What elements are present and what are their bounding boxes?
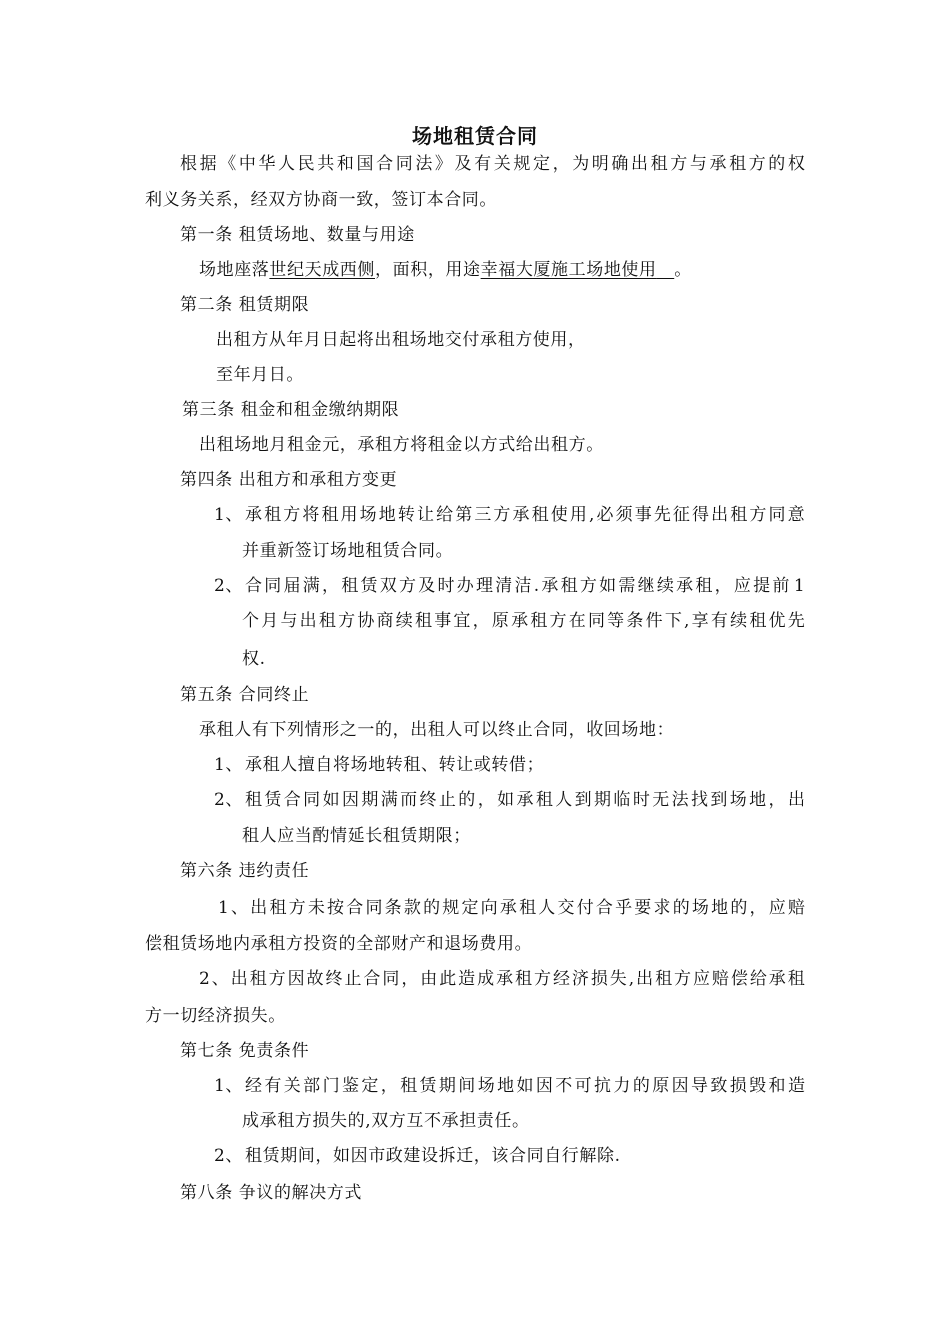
glyph: 合 — [283, 790, 301, 810]
article-1-mid: ，面积，用途 — [375, 260, 481, 280]
glyph: 场 — [477, 1076, 495, 1096]
glyph: 方 — [288, 898, 306, 918]
article-4-item-2-line-3: 权. — [242, 649, 266, 669]
article-1-body — [199, 259, 692, 281]
glyph: 场 — [729, 790, 747, 810]
glyph: 协 — [357, 611, 375, 631]
glyph: 地 — [378, 505, 396, 525]
glyph: 导 — [690, 1076, 708, 1096]
glyph: 共 — [317, 154, 335, 174]
glyph: 场 — [691, 898, 709, 918]
glyph: 应 — [733, 576, 751, 596]
glyph: 方 — [283, 505, 301, 525]
glyph: 的 — [768, 154, 786, 174]
glyph: 清 — [495, 576, 513, 596]
glyph: 华 — [258, 154, 276, 174]
glyph: 据 — [199, 154, 217, 174]
glyph: 赁 — [264, 790, 282, 810]
glyph: 得 — [692, 505, 710, 525]
glyph: 月 — [261, 611, 279, 631]
glyph: 租 — [729, 154, 747, 174]
glyph: 出 — [711, 505, 729, 525]
article-7-item-2-num: 2、 — [214, 1146, 244, 1166]
glyph: 止 — [438, 790, 456, 810]
glyph: 满 — [302, 576, 320, 596]
glyph: . — [533, 576, 540, 596]
glyph: 止 — [344, 969, 362, 989]
glyph: 的 — [632, 1076, 650, 1096]
glyph: 同 — [382, 969, 400, 989]
article-5-item-1-num: 1、 — [214, 755, 244, 775]
glyph: 终 — [325, 969, 343, 989]
glyph: 按 — [327, 898, 345, 918]
glyph: 等 — [607, 611, 625, 631]
glyph: 规 — [513, 154, 531, 174]
glyph: 承 — [499, 898, 517, 918]
glyph: 有 — [710, 611, 728, 631]
glyph: 租 — [249, 969, 267, 989]
glyph: 临 — [613, 790, 631, 810]
glyph: 不 — [555, 1076, 573, 1096]
glyph: 同 — [365, 898, 383, 918]
glyph: 赔 — [787, 898, 805, 918]
glyph: 人 — [278, 154, 296, 174]
glyph: 租 — [269, 898, 287, 918]
glyph: 征 — [672, 505, 690, 525]
glyph: 未 — [307, 898, 325, 918]
article-8-heading: 第八条 争议的解决方式 — [180, 1183, 363, 1203]
glyph: 因 — [341, 790, 359, 810]
glyph: 租 — [560, 576, 578, 596]
intro-line-2: 利义务关系，经双方协商一致，签订本合同。 — [145, 190, 497, 210]
glyph: 租 — [749, 611, 767, 631]
glyph: 如 — [322, 790, 340, 810]
glyph: 门 — [322, 1076, 340, 1096]
glyph: 确 — [611, 154, 629, 174]
article-5-item-1-line-1: 承租人擅自将场地转租、转让或转借； — [245, 755, 545, 775]
glyph: 的 — [730, 898, 748, 918]
glyph: 赁 — [419, 1076, 437, 1096]
glyph: 经 — [245, 1076, 262, 1096]
glyph: 承 — [709, 154, 727, 174]
glyph: 给 — [436, 505, 454, 525]
glyph: 租 — [245, 790, 262, 810]
glyph: 续 — [395, 611, 413, 631]
glyph: 到 — [710, 790, 728, 810]
glyph: 致 — [710, 1076, 728, 1096]
glyph: 租 — [531, 505, 549, 525]
article-2-line-1: 出租方从年月日起将出租场地交付承租方使用， — [216, 330, 586, 350]
glyph: , — [684, 611, 690, 631]
article-7-item-1-line-2: 成承租方损失的,双方互不承担责任。 — [242, 1111, 530, 1131]
glyph: 将 — [302, 505, 320, 525]
article-1-usage: 幸福大厦施工场地使用 — [480, 260, 657, 280]
glyph: 国 — [356, 154, 374, 174]
glyph: 租 — [414, 611, 432, 631]
article-7-item-1-num: 1、 — [214, 1076, 244, 1096]
glyph: 期 — [594, 790, 612, 810]
glyph: ， — [714, 576, 732, 596]
glyph: 应 — [768, 898, 786, 918]
glyph: 关 — [283, 1076, 301, 1096]
glyph: , — [628, 969, 635, 989]
glyph: 件 — [645, 611, 663, 631]
glyph: 《 — [219, 154, 237, 174]
glyph: 而 — [400, 790, 418, 810]
article-2-heading: 第二条 租赁期限 — [180, 295, 310, 315]
glyph: 应 — [692, 969, 710, 989]
article-1-location: 世纪天成西侧 — [269, 260, 376, 280]
glyph: 方 — [674, 969, 692, 989]
glyph: 租 — [695, 576, 713, 596]
article-4-heading: 第四条 出租方和承租方变更 — [180, 470, 398, 490]
glyph: 损 — [729, 1076, 747, 1096]
glyph: 个 — [242, 611, 259, 631]
glyph: 满 — [380, 790, 398, 810]
glyph: 需 — [618, 576, 636, 596]
glyph: ， — [472, 611, 490, 631]
glyph: 合 — [595, 898, 613, 918]
glyph: 定 — [461, 898, 479, 918]
glyph: 三 — [474, 505, 492, 525]
glyph: 方 — [493, 505, 511, 525]
glyph: 承 — [496, 969, 514, 989]
glyph: 的 — [423, 898, 441, 918]
glyph: 为 — [572, 154, 590, 174]
glyph: 因 — [287, 969, 305, 989]
glyph: 承 — [541, 576, 559, 596]
glyph: 承 — [511, 611, 529, 631]
glyph: 时 — [632, 790, 650, 810]
glyph: 如 — [516, 1076, 534, 1096]
glyph: 提 — [753, 576, 771, 596]
glyph: 原 — [491, 611, 509, 631]
article-5-heading: 第五条 合同终止 — [180, 685, 310, 705]
glyph: 经 — [552, 969, 570, 989]
glyph: 法 — [415, 154, 433, 174]
glyph: 中 — [238, 154, 256, 174]
glyph: 定 — [361, 1076, 379, 1096]
article-1-pre: 场地座落 — [199, 260, 270, 280]
glyph: 有 — [474, 154, 492, 174]
glyph: 赔 — [711, 969, 729, 989]
glyph: 先 — [787, 611, 805, 631]
glyph: ， — [552, 154, 570, 174]
glyph: ， — [401, 969, 419, 989]
glyph: 方 — [549, 611, 567, 631]
article-2-line-2: 至年月日。 — [216, 365, 304, 385]
glyph: 方 — [338, 611, 356, 631]
glyph: 法 — [671, 790, 689, 810]
glyph: 享 — [691, 611, 709, 631]
glyph: 济 — [571, 969, 589, 989]
glyph: 地 — [497, 1076, 515, 1096]
glyph: 如 — [497, 790, 515, 810]
glyph: 第 — [455, 505, 473, 525]
glyph: 同 — [395, 154, 413, 174]
glyph: 民 — [297, 154, 315, 174]
glyph: 付 — [576, 898, 594, 918]
glyph: 合 — [346, 898, 364, 918]
glyph: 方 — [579, 576, 597, 596]
glyph: 方 — [533, 969, 551, 989]
glyph: 方 — [268, 969, 286, 989]
glyph: 同 — [587, 611, 605, 631]
glyph: 宜 — [453, 611, 471, 631]
article-7-item-2-line-1: 租赁期间，如因市政建设拆迁，该合同自行解除. — [245, 1146, 621, 1166]
article-6-p2-line-1 — [199, 968, 805, 990]
glyph: 及 — [454, 154, 472, 174]
glyph: 求 — [653, 898, 671, 918]
glyph: 租 — [400, 1076, 418, 1096]
article-4-item-2-line-2 — [242, 610, 805, 632]
glyph: 向 — [480, 898, 498, 918]
glyph: 交 — [557, 898, 575, 918]
glyph: 合 — [245, 576, 262, 596]
article-7-item-1-line-1 — [245, 1075, 805, 1097]
glyph: 须 — [615, 505, 633, 525]
glyph: 期 — [438, 1076, 456, 1096]
glyph: 、 — [231, 898, 249, 918]
glyph: 权 — [787, 154, 805, 174]
article-6-p1-line-2: 偿租赁场地内承租方投资的全部财产和退场费用。 — [145, 934, 533, 954]
glyph: 地 — [749, 790, 767, 810]
glyph: 租 — [519, 898, 537, 918]
glyph: 造 — [787, 1076, 805, 1096]
glyph: 洁 — [514, 576, 532, 596]
glyph: 关 — [493, 154, 511, 174]
glyph: 场 — [359, 505, 377, 525]
glyph: 力 — [613, 1076, 631, 1096]
glyph: ， — [380, 1076, 398, 1096]
glyph: 用 — [340, 505, 358, 525]
article-1-heading: 第一条 租赁场地、数量与用途 — [180, 225, 415, 245]
glyph: 租 — [787, 969, 805, 989]
glyph: 条 — [384, 898, 402, 918]
glyph: 同 — [303, 790, 321, 810]
glyph: 此 — [439, 969, 457, 989]
glyph: 乎 — [615, 898, 633, 918]
glyph: 成 — [477, 969, 495, 989]
glyph: 出 — [636, 969, 654, 989]
article-4-item-1-line-1 — [245, 504, 805, 526]
glyph: 损 — [590, 969, 608, 989]
glyph: 方 — [399, 576, 416, 596]
glyph: 承 — [676, 576, 694, 596]
glyph: 届 — [283, 576, 301, 596]
glyph: 出 — [299, 611, 317, 631]
glyph: ， — [768, 790, 786, 810]
glyph: 事 — [434, 611, 452, 631]
article-7-heading: 第七条 免责条件 — [180, 1041, 310, 1061]
article-4-item-1-num: 1、 — [214, 505, 244, 525]
article-4-item-1-line-2: 并重新签订场地租赁合同。 — [242, 541, 454, 561]
article-6-p2-line-2: 方一切经济损失。 — [145, 1006, 286, 1026]
glyph: 与 — [280, 611, 298, 631]
article-5-item-2-num: 2、 — [214, 790, 244, 810]
glyph: 因 — [671, 1076, 689, 1096]
glyph: ， — [749, 898, 767, 918]
glyph: 原 — [652, 1076, 670, 1096]
article-1-end: 。 — [674, 260, 692, 280]
glyph: 续 — [730, 611, 748, 631]
glyph: 条 — [626, 611, 644, 631]
glyph: 可 — [574, 1076, 592, 1096]
glyph: 出 — [787, 790, 805, 810]
glyph: 赁 — [360, 576, 378, 596]
glyph: 找 — [690, 790, 708, 810]
glyph: 明 — [591, 154, 609, 174]
glyph: 的 — [672, 898, 690, 918]
glyph: 同 — [264, 576, 282, 596]
glyph: 前 — [772, 576, 790, 596]
glyph: 同 — [768, 505, 786, 525]
glyph: 承 — [245, 505, 262, 525]
glyph: 出 — [250, 898, 268, 918]
glyph: 租 — [730, 505, 748, 525]
glyph: 承 — [516, 790, 534, 810]
glyph: 定 — [532, 154, 550, 174]
contract-title: 场地租赁合同 — [412, 124, 538, 148]
glyph: 及 — [418, 576, 436, 596]
glyph: 因 — [535, 1076, 553, 1096]
glyph: 的 — [458, 790, 476, 810]
glyph: 给 — [749, 969, 767, 989]
glyph: 故 — [306, 969, 324, 989]
glyph: 双 — [379, 576, 397, 596]
glyph: 和 — [768, 1076, 786, 1096]
article-5-item-2-line-1 — [245, 789, 805, 811]
glyph: 抗 — [594, 1076, 612, 1096]
glyph: 造 — [458, 969, 476, 989]
article-4-item-2-num: 2、 — [214, 576, 244, 596]
glyph: 地 — [711, 898, 729, 918]
article-3-body: 出租场地月租金元，承租方将租金以方式给出租方。 — [199, 435, 604, 455]
glyph: 与 — [689, 154, 707, 174]
glyph: 鉴 — [341, 1076, 359, 1096]
article-6-heading: 第六条 违约责任 — [180, 861, 310, 881]
glyph: 偿 — [730, 969, 748, 989]
glyph: 必 — [596, 505, 614, 525]
article-6-p1-line-1 — [218, 897, 805, 919]
glyph: 如 — [599, 576, 617, 596]
glyph: 租 — [655, 969, 673, 989]
glyph: 租 — [650, 154, 668, 174]
glyph: 继 — [637, 576, 655, 596]
glyph: 租 — [321, 505, 339, 525]
article-1-blank — [657, 260, 675, 280]
glyph: 商 — [376, 611, 394, 631]
glyph: 毁 — [749, 1076, 767, 1096]
article-5-intro: 承租人有下列情形之一的，出租人可以终止合同，收回场地： — [199, 720, 675, 740]
glyph: 人 — [555, 790, 573, 810]
glyph: 转 — [397, 505, 415, 525]
glyph: 出 — [230, 969, 248, 989]
glyph: 间 — [458, 1076, 476, 1096]
glyph: 先 — [653, 505, 671, 525]
glyph: 使 — [550, 505, 568, 525]
glyph: 根 — [180, 154, 197, 174]
glyph: 2 — [199, 969, 210, 989]
glyph: ， — [477, 790, 495, 810]
intro-line-1 — [180, 153, 805, 175]
glyph: 要 — [634, 898, 652, 918]
glyph: 终 — [419, 790, 437, 810]
glyph: 由 — [420, 969, 438, 989]
glyph: 租 — [535, 790, 553, 810]
glyph: 方 — [748, 154, 766, 174]
glyph: 事 — [634, 505, 652, 525]
glyph: 租 — [318, 611, 336, 631]
glyph: 合 — [363, 969, 381, 989]
glyph: ， — [322, 576, 339, 596]
glyph: 租 — [515, 969, 533, 989]
glyph: 方 — [670, 154, 688, 174]
article-5-item-2-line-2: 租人应当酌情延长租赁期限； — [242, 826, 471, 846]
glyph: 有 — [264, 1076, 282, 1096]
glyph: 租 — [264, 505, 282, 525]
glyph: 时 — [437, 576, 455, 596]
glyph: 1 — [218, 898, 229, 918]
glyph: , — [588, 505, 595, 525]
glyph: 方 — [749, 505, 767, 525]
glyph: 承 — [768, 969, 786, 989]
glyph: 下 — [664, 611, 682, 631]
glyph: 》 — [434, 154, 452, 174]
glyph: 在 — [568, 611, 586, 631]
article-3-heading: 第三条 租金和租金缴纳期限 — [182, 400, 400, 420]
glyph: 到 — [574, 790, 592, 810]
glyph: 规 — [442, 898, 460, 918]
glyph: 办 — [456, 576, 474, 596]
glyph: 续 — [656, 576, 674, 596]
glyph: 租 — [530, 611, 548, 631]
glyph: 租 — [341, 576, 359, 596]
glyph: 意 — [787, 505, 805, 525]
glyph: 用 — [569, 505, 587, 525]
glyph: 、 — [211, 969, 229, 989]
glyph: 1 — [793, 576, 805, 596]
glyph: 款 — [403, 898, 421, 918]
glyph: 人 — [538, 898, 556, 918]
glyph: 无 — [652, 790, 670, 810]
glyph: 出 — [631, 154, 649, 174]
glyph: 和 — [336, 154, 354, 174]
glyph: 优 — [768, 611, 786, 631]
glyph: 让 — [416, 505, 434, 525]
glyph: 理 — [476, 576, 493, 596]
glyph: 合 — [376, 154, 394, 174]
glyph: 期 — [361, 790, 379, 810]
glyph: 失 — [609, 969, 627, 989]
glyph: 部 — [303, 1076, 321, 1096]
article-4-item-2-line-1 — [245, 575, 805, 597]
glyph: 承 — [512, 505, 530, 525]
